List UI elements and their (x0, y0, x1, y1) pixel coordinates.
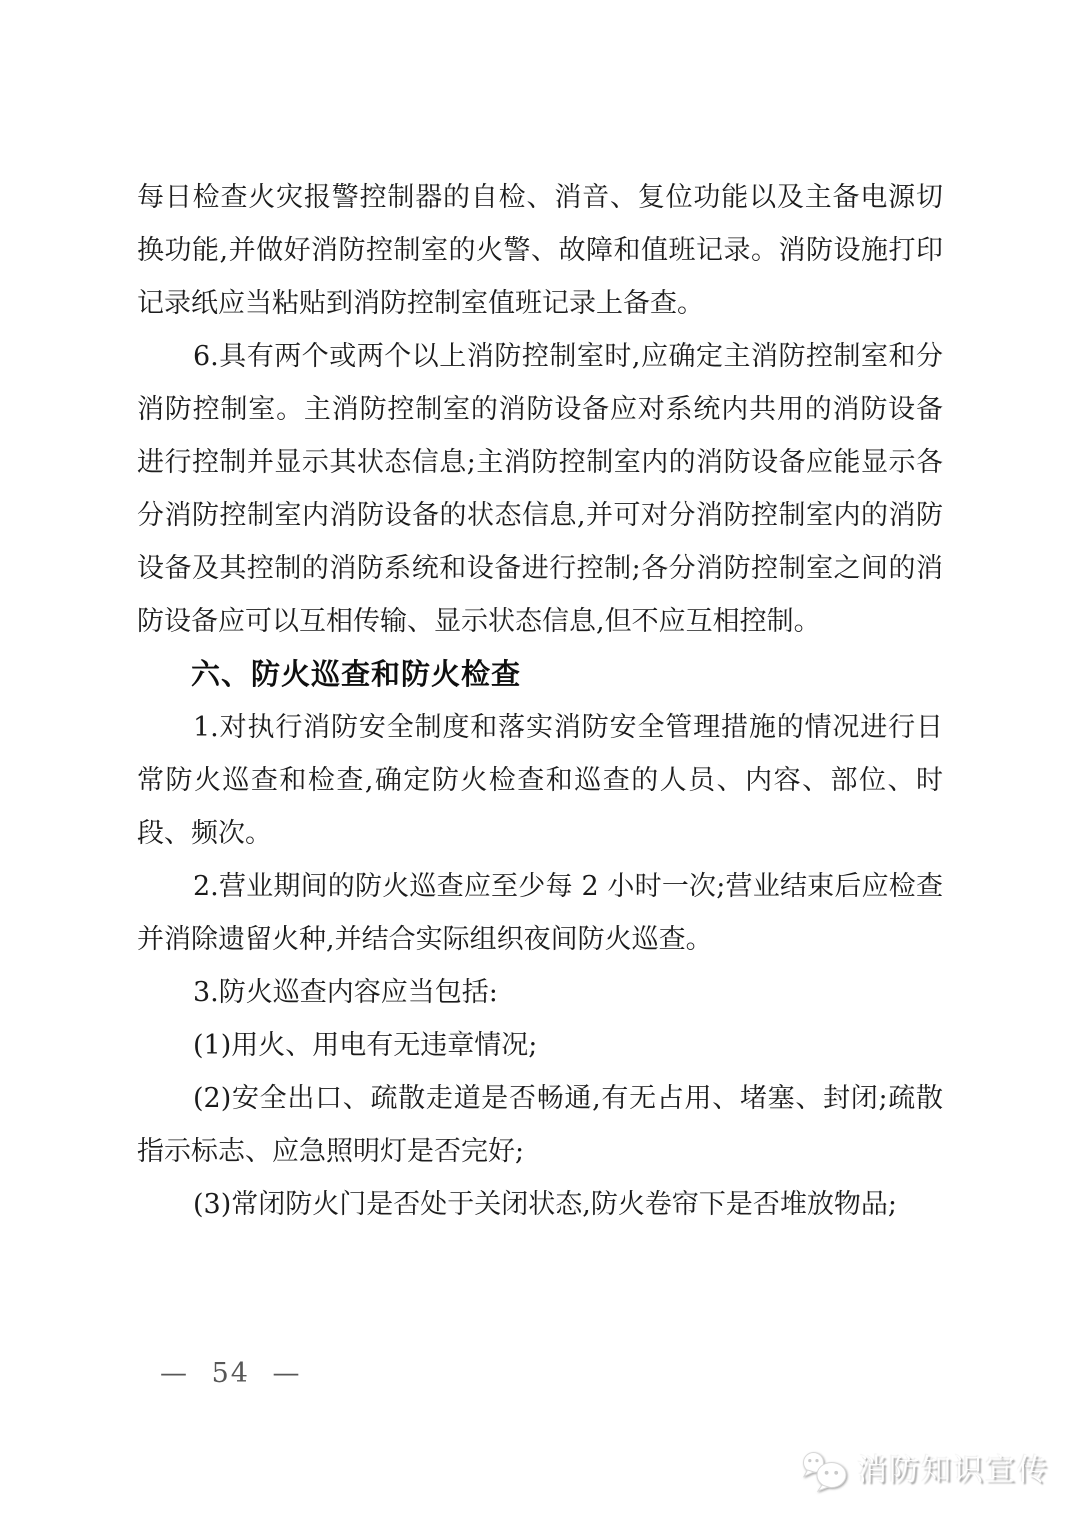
paragraph-item-2: 2.营业期间的防火巡查应至少每 2 小时一次;营业结束后应检查并消除遗留火种,并结合实际组织夜间防火巡查。 (137, 871, 943, 955)
wechat-bubbles-icon (801, 1451, 848, 1492)
paragraph-subitem-2: (2)安全出口、疏散走道是否畅通,有无占用、堵塞、封闭;疏散指示标志、应急照明灯是否完好; (137, 1083, 943, 1167)
paragraph-subitem-1: (1)用火、用电有无违章情况; (193, 1030, 538, 1061)
page-body-text (137, 171, 943, 1231)
paragraph-subitem-3: (3)常闭防火门是否处于关闭状态,防火卷帘下是否堆放物品; (193, 1189, 897, 1220)
watermark (801, 1449, 1049, 1493)
section-heading: 六、防火巡查和防火检查 (191, 657, 522, 691)
paragraph-item-6: 6.具有两个或两个以上消防控制室时,应确定主消防控制室和分消防控制室。主消防控制室的消防设备应对系统内共用的消防设备进行控制并显示其状态信息;主消防控制室内的消防设备应能显示各分消防控制室内消防设备的状态信息,并可对分消防控制室内的消防设备及其控制的消防系统和设备进行控制;各分消防控制室之间的消防设备应可以互相传输、显示状态信息,但不应互相控制。 (137, 341, 943, 637)
paragraph-continuation: 每日检查火灾报警控制器的自检、消音、复位功能以及主备电源切换功能,并做好消防控制室的火警、故障和值班记录。消防设施打印记录纸应当粘贴到消防控制室值班记录上备查。 (137, 182, 943, 319)
watermark-label: 消防知识宣传 (857, 1453, 1049, 1488)
paragraph-item-3: 3.防火巡查内容应当包括: (193, 977, 498, 1008)
paragraph-item-1: 1.对执行消防安全制度和落实消防安全管理措施的情况进行日常防火巡查和检查,确定防火检查和巡查的人员、内容、部位、时段、频次。 (137, 712, 943, 849)
page-number: — 54 — (160, 1358, 302, 1389)
